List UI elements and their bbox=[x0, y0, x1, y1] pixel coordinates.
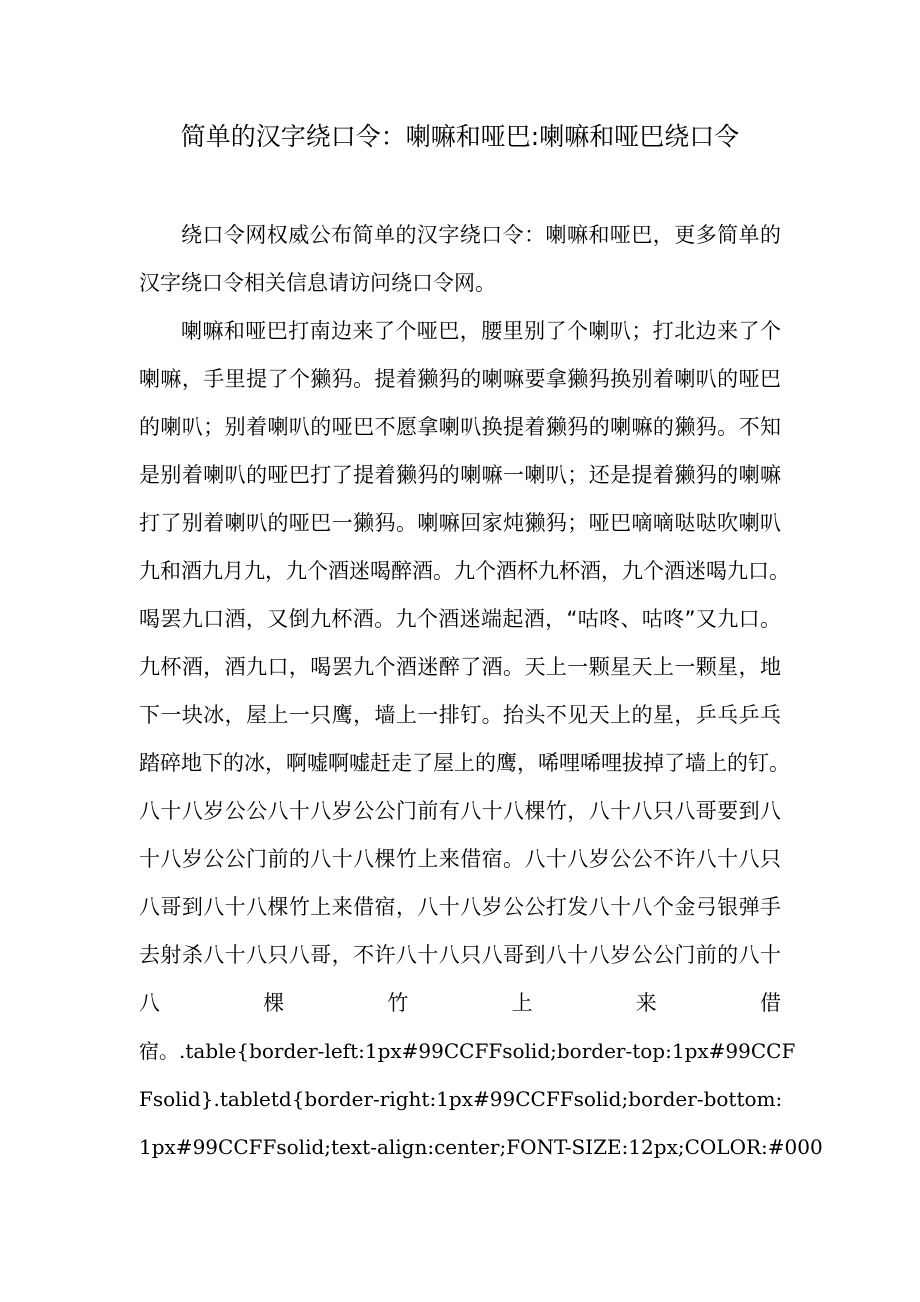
text-line: 喇嘛和哑巴打南边来了个哑巴，腰里别了个喇叭；打北边来了个 bbox=[181, 319, 781, 343]
text-line: 去射杀八十八只八哥，不许八十八只八哥到八十八岁公公门前的八十 bbox=[139, 943, 781, 967]
text-line: 的喇叭；别着喇叭的哑巴不愿拿喇叭换提着獭犸的喇嘛的獭犸。不知 bbox=[139, 415, 781, 439]
text-line: 八十八岁公公八十八岁公公门前有八十八棵竹，八十八只八哥要到八 bbox=[139, 799, 781, 823]
text-line: 汉字绕口令相关信息请访问绕口令网。 bbox=[139, 271, 496, 295]
text-line: 宿。.table{border-left:1px#99CCFFsolid;border-top:1px#99CCF bbox=[139, 1039, 796, 1063]
text-line: 九杯酒，酒九口，喝罢九个酒迷醉了酒。天上一颗星天上一颗星，地 bbox=[139, 655, 781, 679]
text-line: Fsolid}.tabletd{border-right:1px#99CCFFsolid;border-bottom: bbox=[139, 1087, 783, 1111]
text-line: 是别着喇叭的哑巴打了提着獭犸的喇嘛一喇叭；还是提着獭犸的喇嘛 bbox=[139, 463, 781, 487]
text-line: 绕口令网权威公布简单的汉字绕口令：喇嘛和哑巴，更多简单的 bbox=[181, 223, 781, 247]
text-line: 1px#99CCFFsolid;text-align:center;FONT-SIZE:12px;COLOR:#000 bbox=[139, 1135, 823, 1159]
document-title: 简单的汉字绕口令：喇嘛和哑巴:喇嘛和哑巴绕口令 bbox=[180, 122, 740, 151]
text-line: 打了别着喇叭的哑巴一獭犸。喇嘛回家炖獭犸；哑巴嘀嘀哒哒吹喇叭 bbox=[139, 511, 781, 535]
text-line: 踏碎地下的冰，啊嘘啊嘘赶走了屋上的鹰，唏哩唏哩拔掉了墙上的钉。 bbox=[139, 751, 790, 775]
text-line: 喇嘛，手里提了个獭犸。提着獭犸的喇嘛要拿獭犸换别着喇叭的哑巴 bbox=[139, 367, 781, 391]
text-line: 九和酒九月九，九个酒迷喝醉酒。九个酒杯九杯酒，九个酒迷喝九口。 bbox=[139, 559, 790, 583]
text-line: 喝罢九口酒，又倒九杯酒。九个酒迷端起酒，“咕咚、咕咚”又九口。 bbox=[139, 607, 781, 631]
text-line: 下一块冰，屋上一只鹰，墙上一排钉。抬头不见天上的星，乒乓乒乓 bbox=[139, 703, 781, 727]
text-line: 八哥到八十八棵竹上来借宿，八十八岁公公打发八十八个金弓银弹手 bbox=[139, 895, 781, 919]
text-line: 八 棵 竹 上 来 借 bbox=[139, 991, 781, 1015]
text-line: 十八岁公公门前的八十八棵竹上来借宿。八十八岁公公不许八十八只 bbox=[139, 847, 781, 871]
